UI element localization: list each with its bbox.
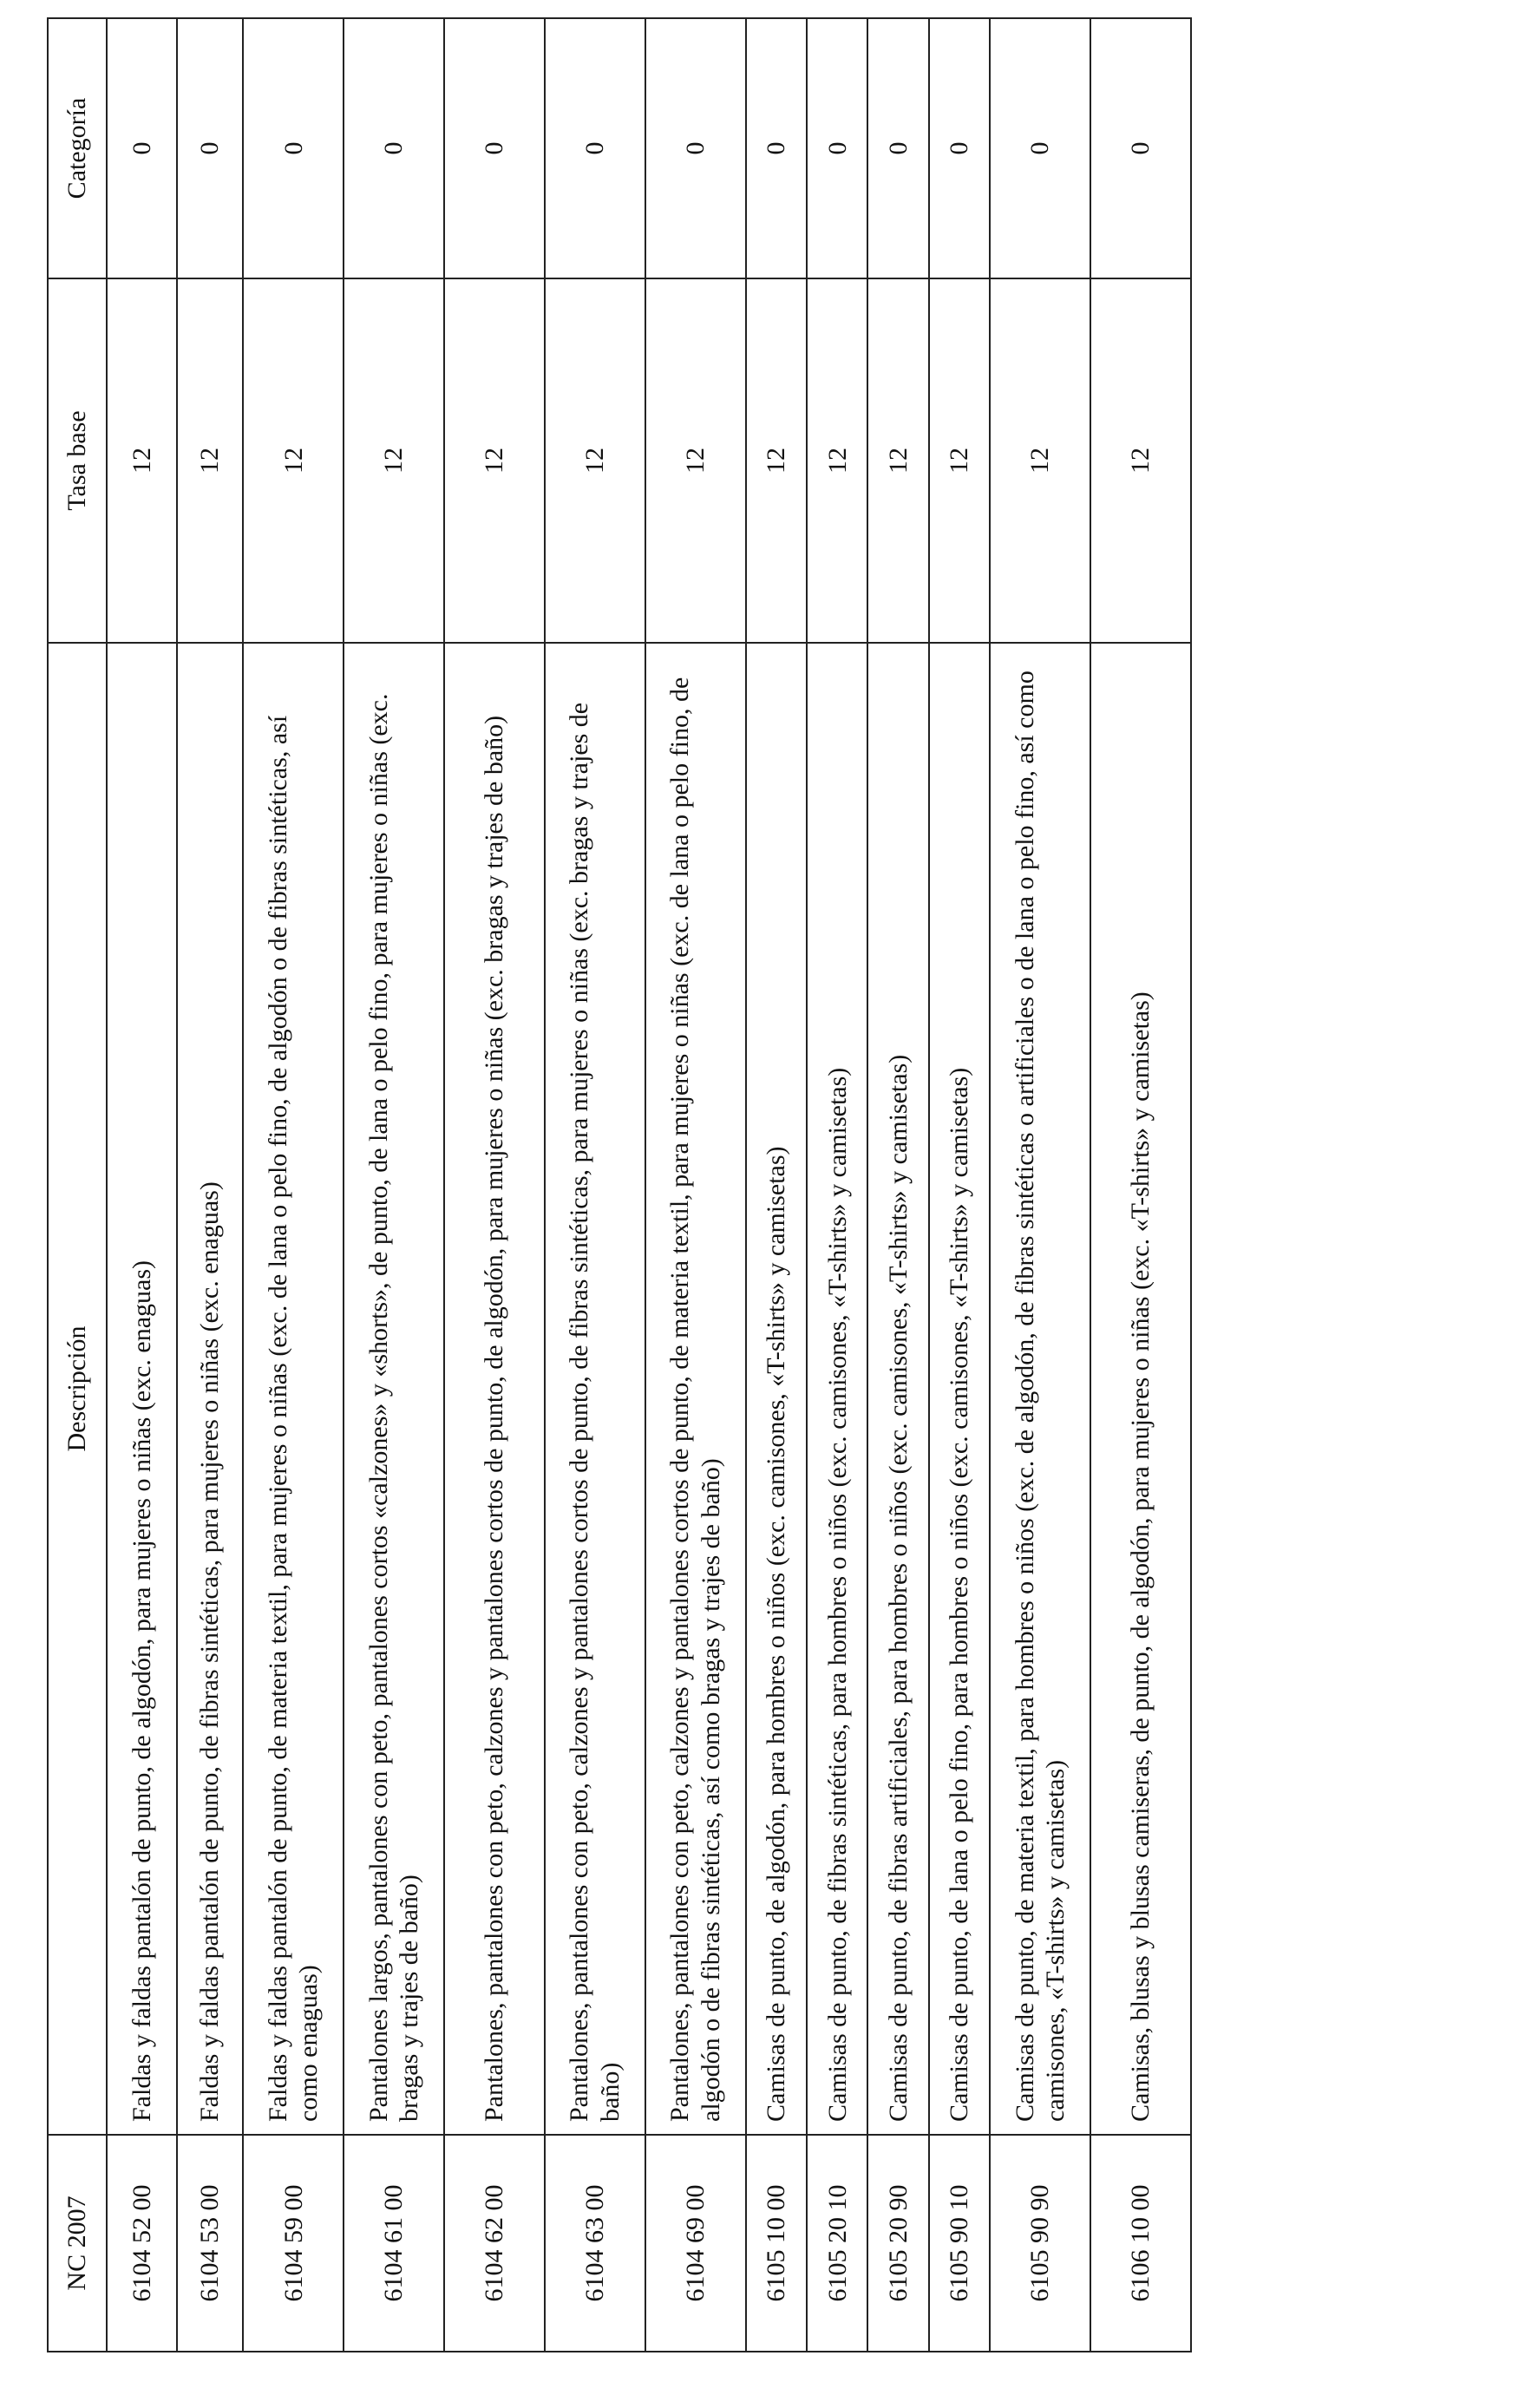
table-row bbox=[444, 18, 545, 2352]
table-row bbox=[344, 18, 444, 2352]
category: 0 bbox=[990, 18, 1090, 278]
base-rate: 12 bbox=[645, 278, 746, 643]
header-category: Categoría bbox=[48, 18, 107, 278]
nc-code: 6105 20 90 bbox=[867, 2135, 928, 2352]
category: 0 bbox=[746, 18, 807, 278]
category: 0 bbox=[1090, 18, 1191, 278]
description: Pantalones, pantalones con peto, calzones y pantalones cortos de punto, de algodón, para mujeres o niñas (exc. bragas y trajes de baño) bbox=[444, 643, 545, 2135]
category: 0 bbox=[243, 18, 344, 278]
nc-code: 6105 90 90 bbox=[990, 2135, 1090, 2352]
description: Camisas de punto, de fibras artificiales, para hombres o niños (exc. camisones, «T-shirts» y camisetas) bbox=[867, 643, 928, 2135]
description: Pantalones largos, pantalones con peto, pantalones cortos «calzones» y «shorts», de punto, de lana o pelo fino, para mujeres o niñas (exc. bragas y trajes de baño) bbox=[344, 643, 444, 2135]
table-row bbox=[1090, 18, 1191, 2352]
table-row bbox=[645, 18, 746, 2352]
description: Pantalones, pantalones con peto, calzones y pantalones cortos de punto, de materia textil, para mujeres o niñas (exc. de lana o pelo fino, de algodón o de fibras sintéticas, así como bragas y trajes de baño) bbox=[645, 643, 746, 2135]
tariff-table bbox=[47, 17, 1192, 2352]
nc-code: 6104 62 00 bbox=[444, 2135, 545, 2352]
table-row bbox=[929, 18, 990, 2352]
category: 0 bbox=[344, 18, 444, 278]
base-rate: 12 bbox=[243, 278, 344, 643]
base-rate: 12 bbox=[867, 278, 928, 643]
nc-code: 6105 20 10 bbox=[807, 2135, 867, 2352]
base-rate: 12 bbox=[807, 278, 867, 643]
nc-code: 6104 63 00 bbox=[545, 2135, 645, 2352]
nc-code: 6104 69 00 bbox=[645, 2135, 746, 2352]
base-rate: 12 bbox=[545, 278, 645, 643]
table-row bbox=[243, 18, 344, 2352]
category: 0 bbox=[444, 18, 545, 278]
base-rate: 12 bbox=[444, 278, 545, 643]
description: Pantalones, pantalones con peto, calzones y pantalones cortos de punto, de fibras sintéticas, para mujeres o niñas (exc. bragas y trajes de baño) bbox=[545, 643, 645, 2135]
table-row bbox=[990, 18, 1090, 2352]
nc-code: 6104 59 00 bbox=[243, 2135, 344, 2352]
description: Faldas y faldas pantalón de punto, de materia textil, para mujeres o niñas (exc. de lana o pelo fino, de algodón o de fibras sintéticas, así como enaguas) bbox=[243, 643, 344, 2135]
base-rate: 12 bbox=[344, 278, 444, 643]
category: 0 bbox=[177, 18, 244, 278]
category: 0 bbox=[645, 18, 746, 278]
description: Camisas, blusas y blusas camiseras, de punto, de algodón, para mujeres o niñas (exc. «T-shirts» y camisetas) bbox=[1090, 643, 1191, 2135]
description: Camisas de punto, de materia textil, para hombres o niños (exc. de algodón, de fibras sintéticas o artificiales o de lana o pelo fino, así como camisones, «T-shirts» y camisetas) bbox=[990, 643, 1090, 2135]
base-rate: 12 bbox=[1090, 278, 1191, 643]
base-rate: 12 bbox=[177, 278, 244, 643]
table-row bbox=[177, 18, 244, 2352]
header-description: Descripción bbox=[48, 643, 107, 2135]
category: 0 bbox=[807, 18, 867, 278]
table-row bbox=[746, 18, 807, 2352]
description: Camisas de punto, de fibras sintéticas, para hombres o niños (exc. camisones, «T-shirts» y camisetas) bbox=[807, 643, 867, 2135]
category: 0 bbox=[107, 18, 177, 278]
description: Faldas y faldas pantalón de punto, de fibras sintéticas, para mujeres o niñas (exc. enaguas) bbox=[177, 643, 244, 2135]
table-row bbox=[867, 18, 928, 2352]
nc-code: 6106 10 00 bbox=[1090, 2135, 1191, 2352]
table-row bbox=[107, 18, 177, 2352]
header-nc: NC 2007 bbox=[48, 2135, 107, 2352]
rotated-tariff-table-wrapper bbox=[47, 19, 1192, 2352]
nc-code: 6105 10 00 bbox=[746, 2135, 807, 2352]
base-rate: 12 bbox=[746, 278, 807, 643]
category: 0 bbox=[867, 18, 928, 278]
base-rate: 12 bbox=[929, 278, 990, 643]
description: Camisas de punto, de algodón, para hombres o niños (exc. camisones, «T-shirts» y camisetas) bbox=[746, 643, 807, 2135]
nc-code: 6104 61 00 bbox=[344, 2135, 444, 2352]
table-header-row bbox=[48, 18, 107, 2352]
category: 0 bbox=[545, 18, 645, 278]
base-rate: 12 bbox=[990, 278, 1090, 643]
description: Faldas y faldas pantalón de punto, de algodón, para mujeres o niñas (exc. enaguas) bbox=[107, 643, 177, 2135]
table-row bbox=[545, 18, 645, 2352]
table-row bbox=[807, 18, 867, 2352]
nc-code: 6104 52 00 bbox=[107, 2135, 177, 2352]
description: Camisas de punto, de lana o pelo fino, para hombres o niños (exc. camisones, «T-shirts» y camisetas) bbox=[929, 643, 990, 2135]
header-base-rate: Tasa base bbox=[48, 278, 107, 643]
base-rate: 12 bbox=[107, 278, 177, 643]
category: 0 bbox=[929, 18, 990, 278]
nc-code: 6104 53 00 bbox=[177, 2135, 244, 2352]
nc-code: 6105 90 10 bbox=[929, 2135, 990, 2352]
